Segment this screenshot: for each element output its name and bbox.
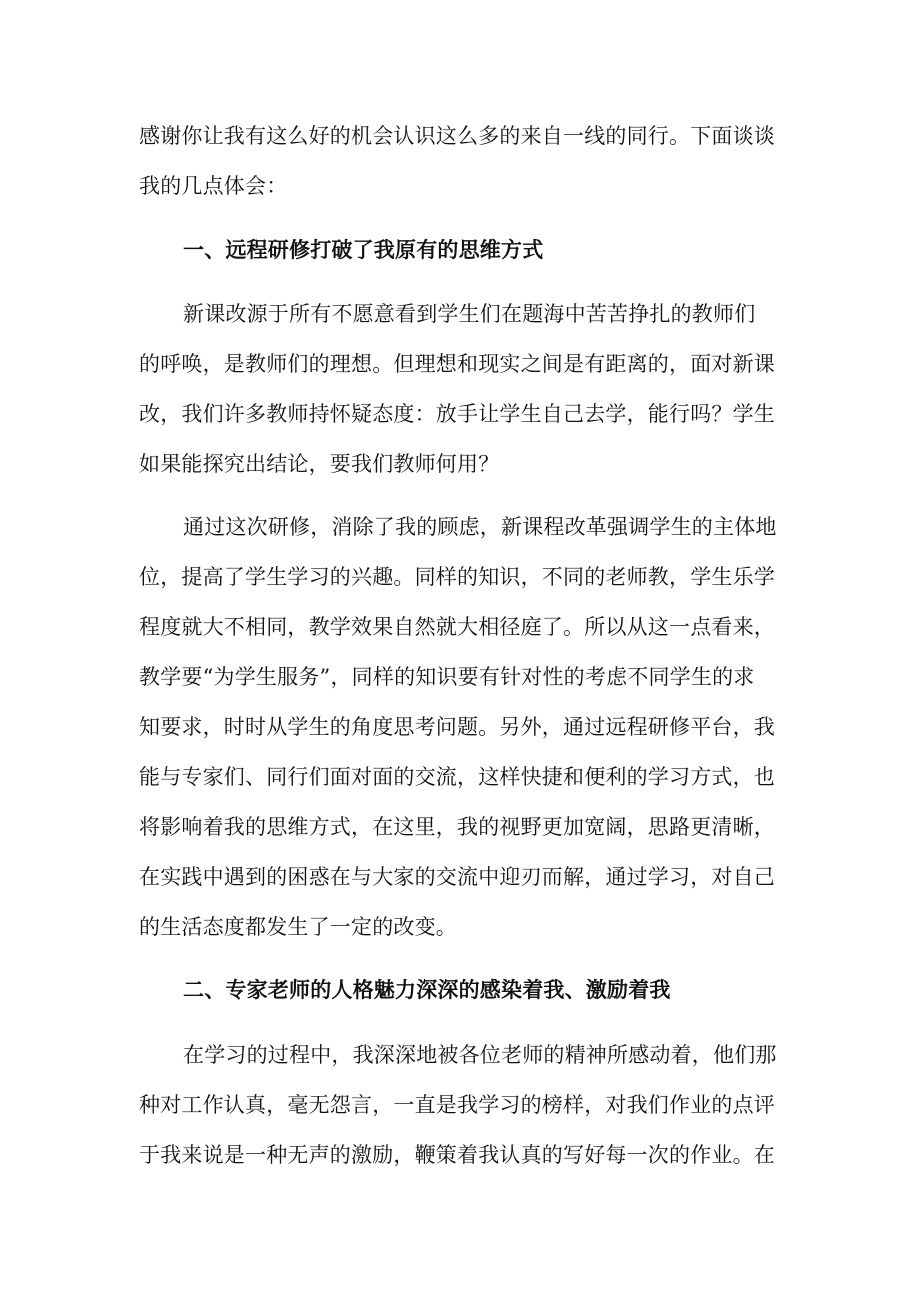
paragraph-line: 教学要“为学生服务”，同样的知识要有针对性的考虑不同学生的求	[139, 665, 755, 689]
paragraph-line: 感谢你让我有这么好的机会认识这么多的来自一线的同行。下面谈谈	[139, 124, 775, 148]
paragraph-line: 种对工作认真，毫无怨言，一直是我学习的榜样，对我们作业的点评	[139, 1093, 775, 1117]
paragraph-line: 于我来说是一种无声的激励，鞭策着我认真的写好每一次的作业。在	[139, 1143, 775, 1167]
section-heading-1: 一、远程研修打破了我原有的思维方式	[183, 237, 544, 262]
paragraph-line: 的生活态度都发生了一定的改变。	[139, 915, 457, 939]
paragraph-line: 知要求，时时从学生的角度思考问题。另外，通过远程研修平台，我	[139, 715, 775, 739]
paragraph-line: 位，提高了学生学习的兴趣。同样的知识，不同的老师教，学生乐学	[139, 565, 775, 589]
paragraph-line: 如果能探究出结论，要我们教师何用？	[139, 452, 500, 476]
paragraph-line: 在实践中遇到的困惑在与大家的交流中迎刃而解，通过学习，对自己	[139, 865, 775, 889]
paragraph-line: 改，我们许多教师持怀疑态度：放手让学生自己去学，能行吗？学生	[139, 402, 775, 426]
paragraph-line: 的呼唤，是教师们的理想。但理想和现实之间是有距离的，面对新课	[139, 352, 775, 376]
paragraph-line: 能与专家们、同行们面对面的交流，这样快捷和便利的学习方式，也	[139, 765, 775, 789]
paragraph-line: 在学习的过程中，我深深地被各位老师的精神所感动着，他们那	[183, 1043, 777, 1067]
paragraph-line: 程度就大不相同，教学效果自然就大相径庭了。所以从这一点看来，	[139, 615, 775, 639]
paragraph-line: 新课改源于所有不愿意看到学生们在题海中苦苦挣扎的教师们	[183, 302, 756, 326]
paragraph-line: 将影响着我的思维方式，在这里，我的视野更加宽阔，思路更清晰，	[139, 815, 775, 839]
paragraph-line: 通过这次研修，消除了我的顾虑，新课程改革强调学生的主体地	[183, 515, 777, 539]
paragraph-line: 我的几点体会：	[139, 174, 288, 198]
section-heading-2: 二、专家老师的人格魅力深深的感染着我、激励着我	[183, 977, 671, 1002]
